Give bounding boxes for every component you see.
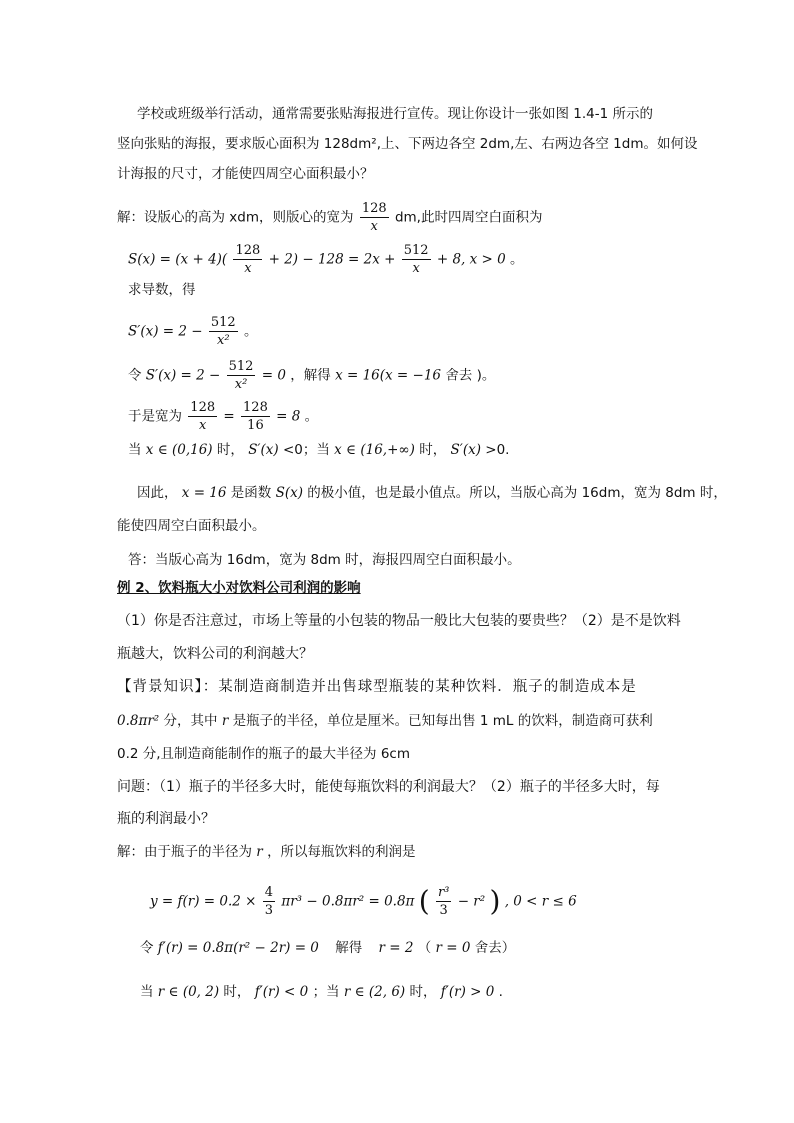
right-paren: ): [489, 884, 501, 918]
width-frac1-den: x: [199, 418, 207, 433]
mono-e: ；当: [312, 984, 340, 1000]
example2-q1b: 瓶越大，饮料公司的利润越大？: [117, 646, 313, 662]
conclusion-a: 因此，: [137, 485, 178, 501]
set-zero-fraction: [227, 358, 256, 393]
area-formula-a: S(x) = (x + 4)(: [128, 251, 228, 268]
profit-b: πr³ − 0.8πr² = 0.8π: [281, 893, 415, 910]
deriv-c: 解得: [335, 940, 363, 956]
width-b: = 8: [276, 408, 301, 425]
conclusion-e: 的极小值，也是最小值点。所以，当版心高为 16dm，宽为 8dm 时，: [307, 485, 727, 501]
deriv-d: r = 2: [378, 940, 414, 956]
profit-frac1-num: 4: [264, 885, 274, 900]
width-fraction-2: [241, 399, 270, 434]
conclusion-line-2: 能使四周空白面积最小。: [117, 518, 266, 534]
deriv-b: f′(r) = 0.8π(r² − 2r) = 0: [157, 940, 319, 956]
deriv-e: （: [417, 940, 432, 956]
set-zero-e: x = 16(x = −16: [335, 367, 442, 384]
problem-line-3: 计海报的尺寸，才能使四周空心面积最小？: [117, 166, 374, 182]
area-formula-b: + 2) − 128 = 2x +: [268, 251, 396, 268]
cost-line: [117, 711, 653, 731]
conclusion-b: x = 16: [181, 485, 227, 501]
monotone-i: >0.: [485, 442, 510, 458]
problem-line-1: 学校或班级举行活动，通常需要张贴海报进行宣传。现让你设计一张如图 1.4-1 所示的: [137, 106, 654, 122]
monotone-h: S′(x): [450, 442, 481, 458]
derivative-a: S′(x) = 2 −: [128, 323, 203, 340]
area-frac2-den: x: [412, 261, 420, 276]
deriv-g: 舍去）: [474, 940, 516, 956]
monotone-c: 时，: [216, 442, 244, 458]
derivative-end: 。: [243, 323, 258, 340]
background-text: ：某制造商制造并出售球型瓶装的某种饮料．瓶子的制造成本是: [202, 679, 637, 695]
area-frac2-num: 512: [403, 243, 429, 258]
cost-formula: 0.8πr²: [117, 713, 160, 729]
monotone-a: 当: [128, 442, 142, 458]
profit-fraction-1: [263, 884, 275, 919]
sol2-intro-r: r: [256, 844, 263, 860]
mono-d: f′(r) < 0: [254, 984, 309, 1000]
width-end: 。: [304, 408, 319, 425]
width-line: [128, 399, 318, 434]
set-zero-f: 舍去: [445, 367, 473, 384]
mono-g: 时，: [409, 984, 437, 1000]
area-formula-c: + 8, x > 0: [436, 251, 506, 268]
mono-c: 时，: [223, 984, 251, 1000]
area-frac1-num: 128: [235, 243, 261, 258]
set-zero-frac-num: 512: [228, 359, 254, 374]
example2-q1: （1）你是否注意过，市场上等量的小包装的物品一般比大包装的要贵些？（2）是不是饮料: [117, 613, 681, 629]
width-eq: =: [223, 408, 235, 425]
set-zero-frac-den: x²: [234, 377, 248, 392]
set-zero-d: ，解得: [290, 367, 331, 384]
background-line: [117, 677, 637, 697]
monotone-f: x ∈ (16,+∞): [334, 442, 415, 458]
intro-fraction: [360, 200, 389, 235]
deriv-zero-line: [140, 938, 515, 958]
area-frac1-den: x: [244, 261, 252, 276]
problem-line-2: 竖向张贴的海报，要求版心面积为 128dm²,上、下两边各空 2dm,左、右两边各空 1dm。如何设: [117, 136, 698, 152]
mono-i: .: [498, 984, 503, 1000]
left-paren: (: [418, 884, 430, 918]
example2-title: 例 2、饮料瓶大小对饮料公司利润的影响: [117, 580, 361, 596]
mono-a: 当: [140, 984, 154, 1000]
question-line-a: 问题：（1）瓶子的半径多大时，能使每瓶饮料的利润最大？（2）瓶子的半径多大时，每: [117, 779, 660, 795]
conclusion-d: S(x): [275, 485, 303, 501]
width-a: 于是宽为: [128, 408, 182, 425]
width-frac2-num: 128: [243, 400, 268, 415]
width-fraction-1: [188, 399, 217, 434]
profit-frac2-den: 3: [439, 903, 448, 918]
area-fraction-1: [233, 242, 262, 277]
profit-d: , 0 < r ≤ 6: [504, 893, 577, 910]
mono-f: r ∈ (2, 6): [343, 984, 406, 1000]
area-formula-end: 。: [510, 251, 524, 268]
set-zero-b: S′(x) = 2 −: [145, 367, 221, 384]
area-formula: [128, 242, 524, 277]
cost-text-a: 分，其中: [163, 713, 218, 729]
derivative-fraction: [209, 314, 238, 349]
profit-fraction-2: [436, 884, 451, 919]
width-frac1-num: 128: [190, 400, 216, 415]
derivative-frac-num: 512: [210, 315, 236, 330]
derivative-formula: [128, 314, 257, 349]
monotone-line: [128, 440, 509, 460]
monotone-g: 时，: [419, 442, 447, 458]
profit-frac1-den: 3: [264, 903, 274, 918]
question-line-b: 瓶的利润最小？: [117, 811, 215, 827]
mono-b: r ∈ (0, 2): [157, 984, 220, 1000]
conclusion-c: 是函数: [230, 485, 272, 501]
cost-text-b: 是瓶子的半径，单位是厘米。已知每出售 1 mL 的饮料，制造商可获利: [232, 713, 653, 729]
derivative-frac-den: x²: [216, 333, 230, 348]
set-zero-a: 令: [128, 367, 142, 384]
cost-line-2: 0.2 分,且制造商能制作的瓶子的最大半径为 6cm: [117, 746, 411, 762]
deriv-a: 令: [140, 940, 154, 956]
profit-a: y = f(r) = 0.2 ×: [150, 893, 257, 910]
set-zero-line: [128, 358, 495, 393]
sol2-intro-b: ，所以每瓶饮料的利润是: [267, 844, 416, 860]
conclusion-line-1: [137, 483, 727, 503]
intro-text-b: dm,此时四周空白面积为: [394, 209, 543, 226]
set-zero-c: = 0: [261, 367, 286, 384]
answer-line: 答：当版心高为 16dm，宽为 8dm 时，海报四周空白面积最小。: [128, 552, 521, 568]
width-frac2-den: 16: [247, 418, 264, 433]
intro-text-a: 解：设版心的高为 xdm，则版心的宽为: [117, 209, 354, 226]
solution2-intro: [117, 842, 416, 862]
intro-frac-den: x: [370, 219, 378, 234]
set-zero-g: )。: [476, 367, 496, 384]
deriv-f: r = 0: [435, 940, 471, 956]
monotone-b: x ∈ (0,16): [145, 442, 213, 458]
cost-r: r: [221, 713, 229, 729]
background-label: 【背景知识】: [117, 679, 203, 695]
profit-formula: [150, 884, 577, 919]
derivative-label: 求导数，得: [128, 282, 196, 298]
monotone-e: <0；当: [282, 442, 330, 458]
mono2-line: [140, 982, 503, 1002]
solution-intro: [117, 200, 542, 235]
intro-frac-num: 128: [361, 201, 387, 216]
monotone-d: S′(x): [248, 442, 279, 458]
sol2-intro-a: 解：由于瓶子的半径为: [117, 844, 252, 860]
profit-c: − r²: [457, 893, 486, 910]
profit-frac2-num: r³: [437, 885, 450, 900]
area-fraction-2: [402, 242, 431, 277]
mono-h: f′(r) > 0: [440, 984, 495, 1000]
